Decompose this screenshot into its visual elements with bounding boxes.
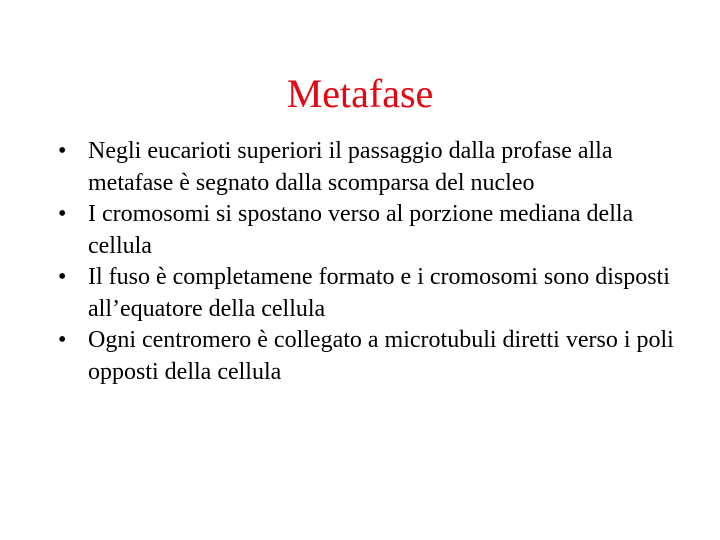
slide-title: Metafase: [286, 71, 434, 116]
bullet-item: [56, 262, 696, 325]
bullet-dot-icon: •: [58, 138, 67, 164]
bullet-item: [56, 199, 696, 262]
bullet-dot-icon: •: [58, 327, 67, 353]
bullet-list: [56, 136, 696, 388]
bullet-item: [56, 325, 696, 388]
bullet-dot-icon: •: [58, 264, 67, 290]
bullet-dot-icon: •: [58, 201, 67, 227]
bullet-text: Ogni centromero è collegato a microtubuli diretti verso i poli opposti della cellula: [88, 327, 674, 385]
bullet-text: I cromosomi si spostano verso al porzione mediana della cellula: [88, 201, 634, 259]
bullet-text: Il fuso è completamene formato e i cromosomi sono disposti all’equatore della cellula: [88, 264, 670, 322]
bullet-text: Negli eucarioti superiori il passaggio dalla profase alla metafase è segnato dalla scomparsa del nucleo: [88, 138, 613, 196]
bullet-item: [56, 136, 696, 199]
